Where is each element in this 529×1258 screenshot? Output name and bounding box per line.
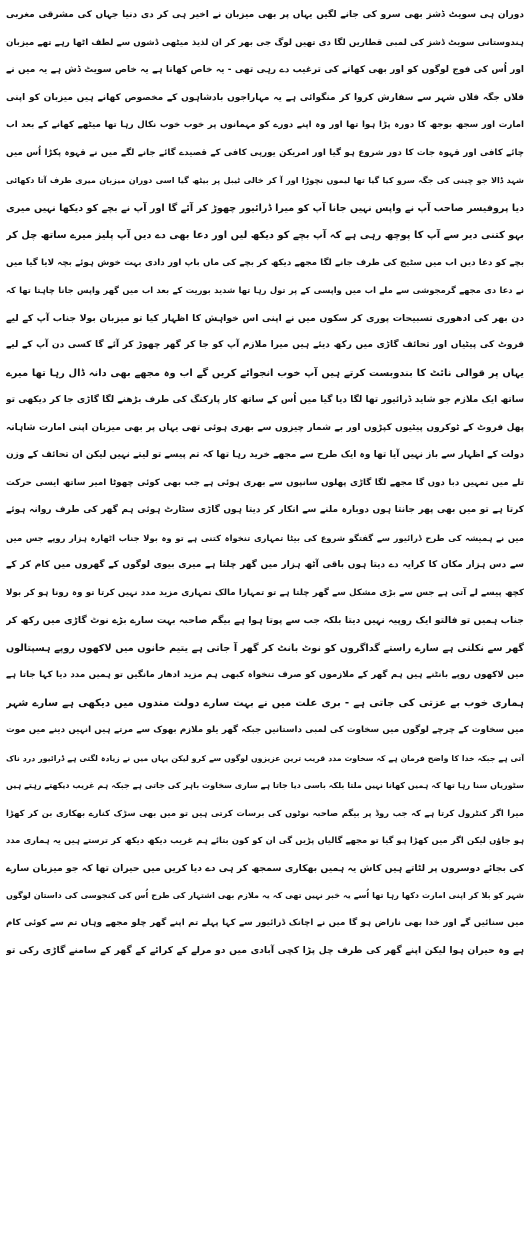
article-line: بہو کتنی دیر سے آپ کا پوچھ رہی ہے کہ آپ بچے کو دیکھ لیں اور دعا بھی دے دیں آپ پلیز میرے ساتھ چل کر: [6, 230, 524, 241]
article-line: دوران ہی سویٹ ڈشز بھی سرو کی جانے لگیں یہاں پر بھی میزبان نے اخیر ہی کر دی دنیا جہاں کی مشرقی مغربی: [6, 10, 524, 20]
article-line: گھر سے نکلتی ہے سارے راستے گداگروں کو نوٹ بانٹ کر گھر آ جاتی ہے یتیم خانوں میں لاکھوں روپے ہسپتالوں: [6, 642, 524, 654]
article-line: چائے کافی اور قہوہ جات کا دور شروع ہو گیا اور امریکن یورپی کافی کے قصیدے گائے جانے لگے میں نے قہوہ پکڑا اُس میں: [6, 147, 524, 158]
article-line: آتی ہے جبکہ خدا کا واضح فرمان ہے کہ سخاوت مدد قریب ترین عزیزوں لوگوں سے کرو لیکن یہاں میں نے زیادہ لگتی ہے ڈرائیور درد ناک: [6, 753, 524, 763]
article-line: [6, 1240, 524, 1258]
article-line: [6, 965, 524, 993]
article-line: [6, 1212, 524, 1240]
article-line: شہر کو بلا کر اپنی امارت دکھا رہا تھا اُسے یہ خبر نہیں تھی کہ یہ ملازم بھی اشتہار کی طرح اُس کی کنجوسی کی داستان لوگوں: [6, 890, 524, 900]
article-line: سے دس ہزار مکان کا کرایہ دے دیتا ہوں باقی آٹھ ہزار میں گھر چلتا ہے میری بیوی لوگوں کے گھروں میں کام کر کے: [6, 560, 524, 570]
article-line: کی بجائے دوسروں پر لٹاتے ہیں کاش یہ ہمیں بھکاری سمجھ کر ہی دے دیا کریں میں حیران تھا کہ جو میزبان سارے: [6, 862, 524, 874]
article-line: [6, 992, 524, 1020]
article-line: تلے میں تمہیں دبا دوں گا مجھے لگا گاڑی پھلوں سانپوں سے بھری ہوئی ہے جب بھی کوئی چھوٹا امیر ساتھ ایسی حرکت: [6, 477, 524, 488]
article-line: ساتھ ایک ملازم جو شاید ڈرائیور تھا لگا دیا گیا میں اُس کے ساتھ کار پارکنگ کی طرف بڑھنے لگا گاڑی جا کر دیکھی تو: [6, 395, 524, 405]
article-line: ہندوستانی سویٹ ڈشز کی لمبی قطاریں لگا دی تھیں لوگ جی بھر کر ان لذیذ میٹھی ڈشوں سے لطف اٹھا رہے تھے میزبان: [6, 37, 524, 48]
article-line: ہماری خوب بے عزتی کی جاتی ہے - بری علت میں نے بہت سارے دولت مندوں میں دیکھی ہے سارے شہر: [6, 697, 524, 709]
article-line: میں سنائیں گے اور خدا بھی ناراض ہو گا میں نے اچانک ڈرائیور سے کہا پہلے تم اپنے گھر چلو مجھے وہاں تم سے کوئی کام: [6, 917, 524, 928]
article-line: [6, 1075, 524, 1103]
article-line: ہے وہ حیران ہوا لیکن اپنے گھر کی طرف چل پڑا کچی آبادی میں دو مرلے کے کرائے کے گھر کے سامنے گاڑی رکی تو: [6, 945, 524, 956]
article-line: فلاں جگہ فلاں شہر سے سفارش کروا کر منگوائی ہے یہ مہاراجوں بادشاہوں کے مخصوص کھانے ہیں میزبان کو اپنی: [6, 92, 524, 103]
article-line: یہاں پر قوالی نائٹ کا بندوبست کرتے ہیں آپ خوب انجوائے کریں گے اب وہ مجھے بھی دانہ ڈال رہا تھا میرے: [6, 367, 524, 379]
article-line: میں لاکھوں روپے بانٹنے ہیں ہم گھر کے ملازموں کو صرف تنخواہ کبھی ہم مزید ادھار مانگیں تو ہمیں مدد دیا کہا جاتا ہے: [6, 670, 524, 680]
article-line: دولت کے اظہار سے باز نہیں آیا تھا وہ ایک طرح سے مجھے خرید رہا تھا کہ تم پیسے تو لیتے نہیں لیکن ان تحائف کے وزن: [6, 450, 524, 460]
article-line: میں سخاوت کے چرچے لوگوں میں سخاوت کی لمبی داستانیں جبکہ گھر یلو ملازم بھوک سے مرتے ہیں انہیں دینے میں موت: [6, 725, 524, 735]
article-line: ہو جاؤں لیکن اگر میں کھڑا ہو گیا تو مجھے گالیاں پڑیں گی ان کو کون بتائے ہم غریب دیکھ دیکھ کر ترستے ہیں یہ ہماری مدد: [6, 835, 524, 845]
article-line: [6, 1047, 524, 1075]
article-line: [6, 1020, 524, 1048]
article-line: اور اُس کی فوج لوگوں کو اور بھی کھانے کی ترغیب دے رہی تھی - یہ خاص کھانا ہے یہ خاص سویٹ ڈش ہے یہ میں نے: [6, 65, 524, 75]
article-line: [6, 1157, 524, 1185]
article-line: نے دعا دی مجھے گرمجوشی سے ملے اب میں واپسی کے پر تول رہا تھا شدید بوریت کے بعد اب میں گھر واپس جانا چاہتا تھا کہ: [6, 285, 524, 295]
article-line: میرا اگر کنٹرول کرتا ہے کہ جب روڈ پر بیگم صاحبہ نوٹوں کی برسات کرتی ہیں تو میں بھی سڑک کنارے بھکاری بن کر کھڑا: [6, 807, 524, 818]
article-line: فروٹ کی پیٹیاں اور تحائف گاڑی میں رکھ دیئے ہیں میرا ملازم آپ کو جا کر گھر چھوڑ کر آئے گا کسی دن آپ کے لیے: [6, 340, 524, 350]
article-line: کرتا ہے تو میں بھی پھر جانتا ہوں دوبارہ ملنے سے انکار کر دیتا ہوں گاڑی سٹارٹ ہوئی ہم گھر کی طرف روانہ ہوئے: [6, 505, 524, 515]
article-line: کچھ پیسے لے آتی ہے جس سے بڑی مشکل سے گھر چلتا ہے تو تمہارا مالک تمہاری مزید مدد نہیں کرتا تو وہ رونا ہو کر بولا: [6, 587, 524, 598]
article-line: [6, 1102, 524, 1130]
article-line: سٹوریاں سنا رہا تھا کہ ہمیں کھانا نہیں ملتا بلکہ باسی دیا جاتا ہے ساری سخاوت باہر کی جاتی ہے جبکہ ہم غریب دیکھتے رہتے ہیں: [6, 780, 524, 790]
article-line: بچے کو دعا دیں اب میں سٹیج کی طرف جانے لگا مجھے دیکھ کر بچے کی ماں باپ اور دادی بہت خوش ہوئے بچہ لایا گیا میں: [6, 257, 524, 268]
article-line: [6, 1130, 524, 1158]
article-line: میں نے ہمیشہ کی طرح ڈرائیور سے گفتگو شروع کی بیٹا تمہاری تنخواہ کتنی ہے تو وہ بولا جناب اٹھارہ ہزار روپے جس میں: [6, 532, 524, 543]
article-line: شہد ڈالا جو چینی کی جگہ سرو کیا گیا تھا لیموں نچوڑا اور آ کر خالی ٹیبل پر بیٹھ گیا اسی دوران میزبان میری طرف آتا دکھائی: [6, 175, 524, 185]
article-line: دن بھر کی ادھوری تسبیحات پوری کر سکوں میں نے اپنی اس خواہش کا اظہار کیا تو میزبان بولا جناب آپ کے لیے: [6, 312, 524, 324]
article-line: امارت اور سجھ بوجھ کا دورہ پڑا ہوا تھا اور وہ اپنے دورے کو مہمانوں پر خوب خوب نکال رہا تھا میٹھے کھانے کے بعد اب: [6, 120, 524, 130]
article-line: [6, 1185, 524, 1213]
article-line: پھل فروٹ کے ٹوکروں پیٹیوں کپڑوں اور بے شمار چیزوں سے بھری ہوئی تھی یہاں پر بھی میزبان اپنی امارت شاہانہ: [6, 422, 524, 433]
article-line: جناب ہمیں تو فالتو ایک روپیہ نہیں دیتا بلکہ جب سے پوتا ہوا ہے بیگم صاحبہ بہت سارے بڑے نوٹ گاڑی میں رکھ کر: [6, 615, 524, 626]
article-line: دیا پروفیسر صاحب آپ نے واپس نہیں جانا آپ کو میرا ڈرائیور چھوڑ کر آئے گا اور آپ نے بچے کو دیکھا نہیں میری: [6, 202, 524, 214]
